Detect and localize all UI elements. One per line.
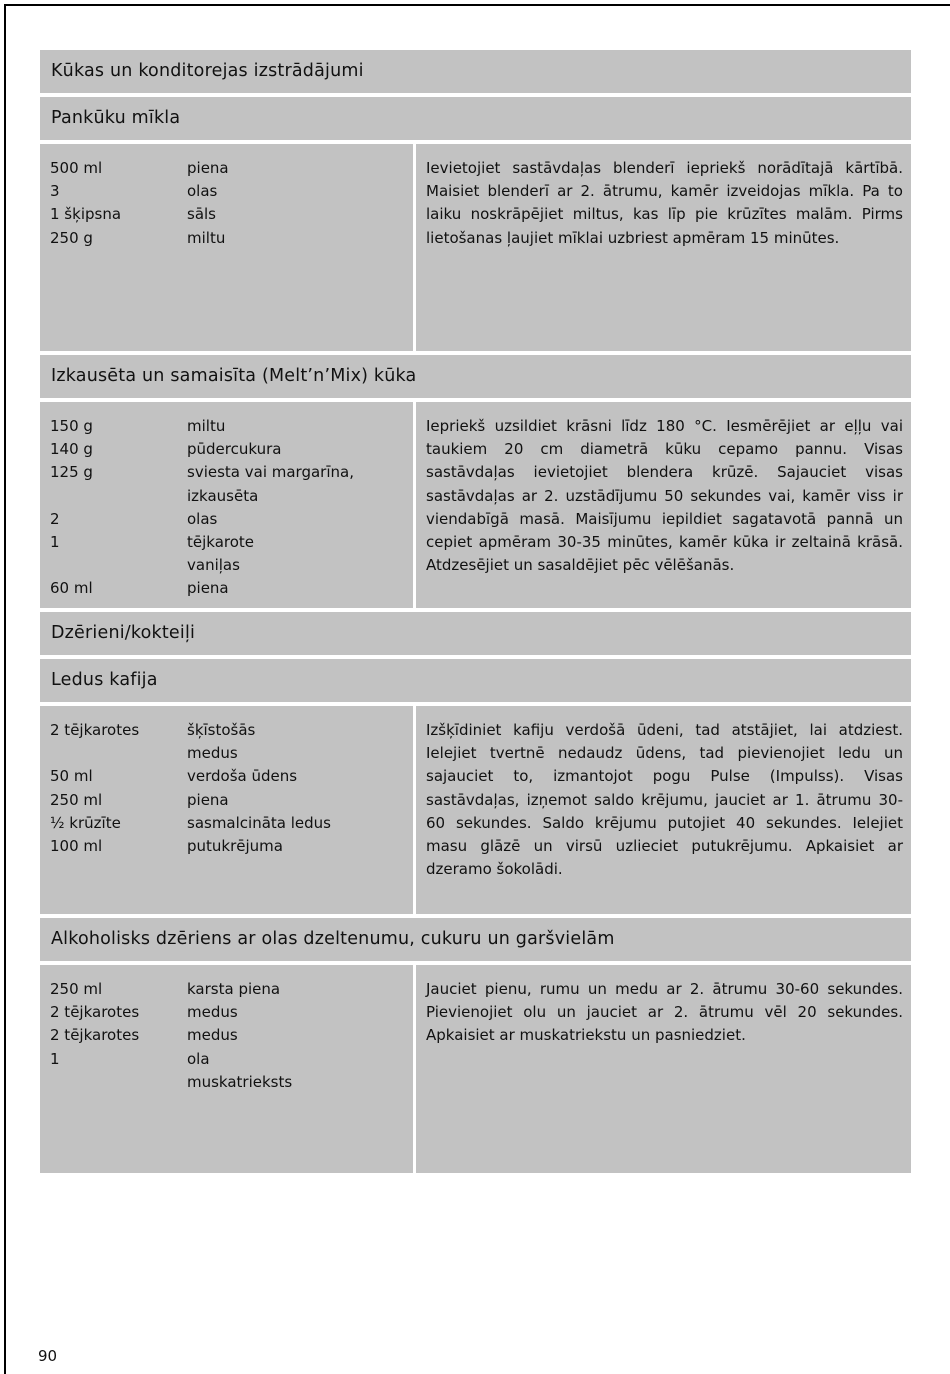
recipe-title-icecoffee: Ledus kafija [40,659,911,702]
recipe-body-meltmix [40,402,911,608]
ingredient-quantity: 250 ml [50,790,103,809]
ingredient-row [50,812,413,835]
ingredient-name: olas [187,509,218,528]
ingredient-quantity: 2 tējkarotes [50,721,140,739]
method-eggnog: Jauciet pienu, rumu un medu ar 2. ātrumu 30-60 sekundes. Pievienojiet olu un jauciet ar 2. ātrumu vēl 20 sekundes. Apkaisiet ar muskatriekstu un pasniedziet. [416,965,911,1173]
ingredient-quantity: 2 [50,509,60,528]
ingredient-row [50,1048,413,1094]
method-pancake: Ievietojiet sastāvdaļas blenderī iepriekš norādītajā kārtībā. Maisiet blenderī ar 2. ātrumu, kamēr izveidojas mīkla. Pa to laiku noskrāpējiet miltus, kas līp pie krūzītes malām. Pirms lietošanas ļaujiet mīklai uzbriest apmēram 15 minūtes. [416,144,911,351]
ingredient-name: šķīstošās medus [187,721,256,763]
recipe-body-pancake [40,144,911,351]
ingredient-quantity: 60 ml [50,579,93,598]
ingredient-row [50,415,413,438]
ingredient-quantity: 50 ml [50,767,93,786]
recipe-body-icecoffee [40,706,911,914]
ingredient-row [50,180,413,203]
ingredient-quantity: 3 [50,182,60,201]
ingredient-row [50,203,413,226]
ingredient-name: putukrējuma [187,837,283,856]
ingredient-row [50,765,413,788]
ingredient-row [50,157,413,180]
ingredient-row [50,1024,413,1047]
recipe-title-eggnog: Alkoholisks dzēriens ar olas dzeltenumu, cukuru un garšvielām [40,918,911,961]
page-number: 90 [38,1347,58,1365]
ingredient-name: piena [187,579,229,598]
ingredient-name: tējkarote vaniļas [187,533,255,575]
ingredient-quantity: 1 [50,1049,60,1068]
ingredients-eggnog [40,965,413,1173]
section-header-drinks: Dzērieni/kokteiļi [40,612,911,655]
ingredient-name: piena [187,159,229,177]
ingredient-row [50,789,413,812]
ingredients-icecoffee [40,706,413,914]
recipe-content [40,50,911,1177]
ingredient-name: medus [187,1026,238,1045]
ingredients-pancake [40,144,413,351]
page-border-left [4,4,6,1374]
ingredient-name: sāls [187,205,216,224]
ingredient-row [50,719,413,765]
ingredient-row [50,438,413,461]
method-meltmix: Iepriekš uzsildiet krāsni līdz 180 °C. Iesmērējiet ar eļļu vai taukiem 20 cm diametrā kūku cepamo pannu. Visas sastāvdaļas ievietojiet blendera krūzē. Sajauciet visas sastāvdaļas ar 2. uzstādījumu 50 sekundes vai, kamēr viss ir viendabīgā masā. Maisījumu iepildiet sagatavotā pannā un cepiet apmēram 30-35 minūtes, kamēr kūka ir zeltainā krāsā. Atdzesējiet un sasaldējiet pēc vēlēšanās. [416,402,911,608]
ingredient-name: miltu [187,417,226,435]
ingredient-name: karsta piena [187,980,281,998]
ingredient-quantity: 500 ml [50,159,103,177]
ingredient-quantity: 2 tējkarotes [50,1026,140,1045]
ingredient-quantity: 1 šķipsna [50,205,122,224]
ingredients-meltmix [40,402,413,608]
ingredient-row [50,577,413,600]
ingredient-quantity: 125 g [50,463,93,482]
ingredient-quantity: 100 ml [50,837,103,856]
ingredient-name: piena [187,790,229,809]
ingredient-row [50,461,413,507]
method-icecoffee: Izšķīdiniet kafiju verdošā ūdeni, tad atstājiet, lai atdziest. Ielejiet tvertnē nedaudz ūdens, tad pievienojiet ledu un sajauciet to, izmantojot pogu Pulse (Impulss). Visas sastāvdaļas, izņemot saldo krējumu, jauciet ar 1. ātrumu 30-60 sekundes. Saldo krējumu putojiet 40 sekundes. Ielejiet masu glāzē un virsū uzlieciet putukrējumu. Apkaisiet ar dzeramo šokolādi. [416,706,911,914]
ingredient-quantity: 140 g [50,440,93,459]
ingredient-name: sviesta vai margarīna, izkausēta [187,463,354,505]
ingredient-name: pūdercukura [187,440,282,459]
ingredient-quantity: 1 [50,533,60,552]
ingredient-row [50,508,413,531]
ingredient-name: medus [187,1003,238,1022]
ingredient-row [50,835,413,858]
ingredient-name: olas [187,182,218,201]
page-border-top [4,4,950,6]
ingredient-quantity: 250 ml [50,980,103,998]
ingredient-row [50,531,413,577]
recipe-title-meltmix: Izkausēta un samaisīta (Melt’n’Mix) kūka [40,355,911,398]
ingredient-quantity: 250 g [50,228,93,247]
ingredient-name: ola muskatrieksts [187,1049,293,1091]
ingredient-row [50,227,413,250]
ingredient-name: miltu [187,228,226,247]
ingredient-name: verdoša ūdens [187,767,298,786]
ingredient-name: sasmalcināta ledus [187,813,331,832]
ingredient-quantity: 2 tējkarotes [50,1003,140,1022]
recipe-body-eggnog [40,965,911,1173]
ingredient-row [50,978,413,1001]
recipe-title-pancake: Pankūku mīkla [40,97,911,140]
ingredient-row [50,1001,413,1024]
ingredient-quantity: ½ krūzīte [50,813,121,832]
ingredient-quantity: 150 g [50,417,93,435]
section-header-cakes: Kūkas un konditorejas izstrādājumi [40,50,911,93]
